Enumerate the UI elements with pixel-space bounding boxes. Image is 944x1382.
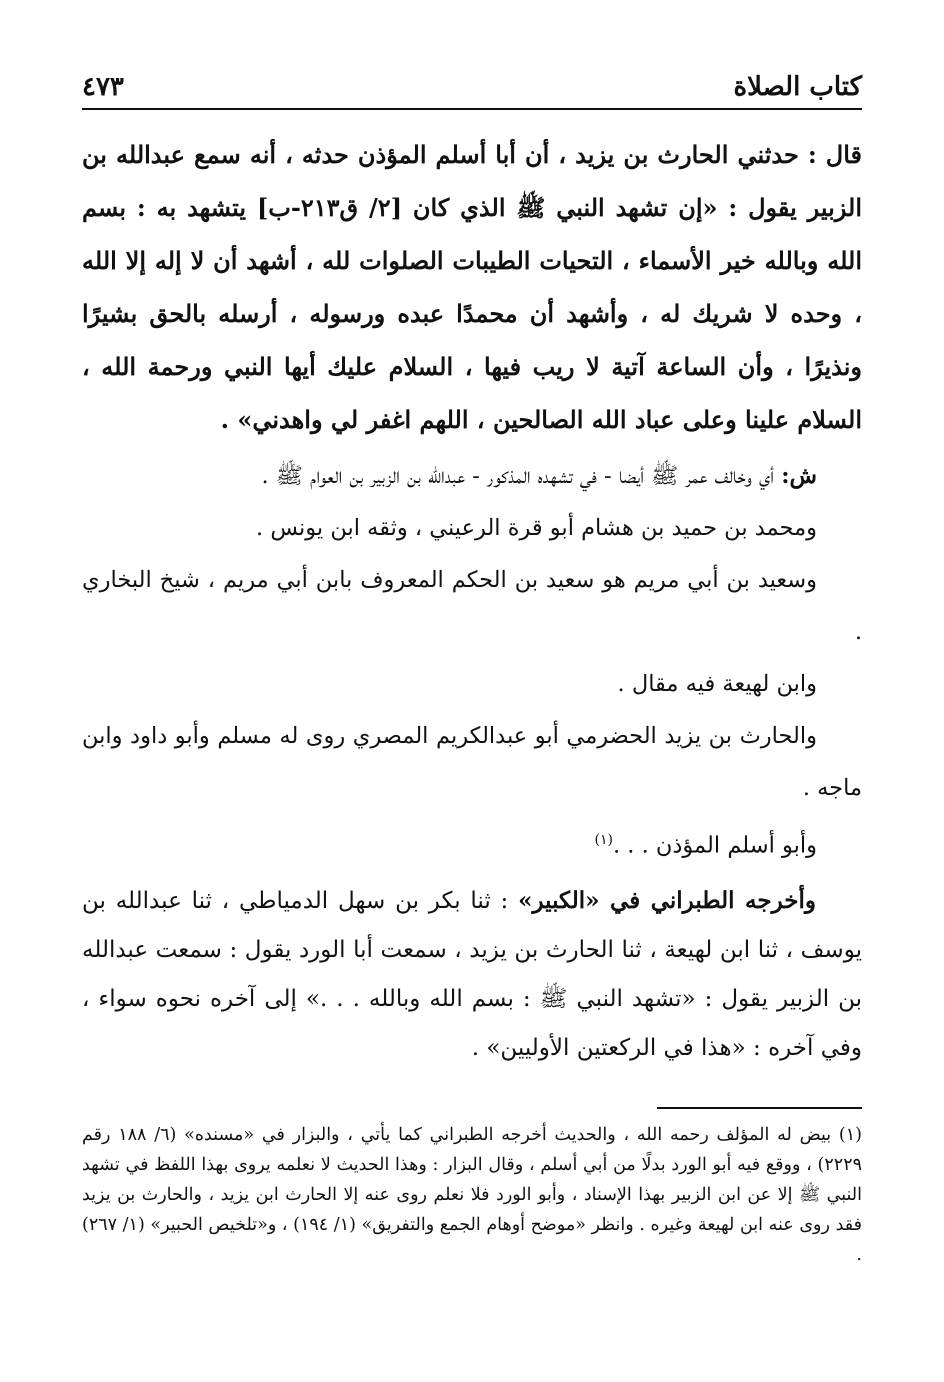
footnote-separator: [657, 1107, 862, 1109]
hadith-quote: [82, 128, 862, 446]
tabarani-lead: وأخرجه الطبراني في «الكبير»: [518, 886, 817, 914]
footnote-reference: (١): [594, 832, 613, 848]
commentary-paragraph: [82, 450, 862, 502]
footnote: [82, 1120, 862, 1270]
page-header: [82, 58, 862, 110]
commentary-text: أي وخالف عمر ﷺ أيضا - في تشهده المذكور - عبدالله بن الزبير بن العوام ﷺ .: [261, 463, 782, 489]
commentary-lead: ش:: [781, 463, 817, 489]
book-title: كتاب الصلاة: [733, 72, 862, 102]
book-page: [82, 0, 862, 1382]
footnote-text: (١) بيض له المؤلف رحمه الله ، والحديث أخرجه الطبراني كما يأتي ، والبزار في «مسنده» (٦/ ١٨٨ رقم ٢٢٢٩) ، ووقع فيه أبو الورد بدلًا من أبي أسلم ، وقال البزار : وهذا الحديث لا نعلمه يروى بهذا اللفظ في تشهد النبي ﷺ إلا عن ابن الزبير بهذا الإسناد ، وأبو الورد فلا نعلم روى عنه إلا الحارث ابن يزيد ، والحارث بن يزيد فقد روى عنه ابن لهيعة وغيره . وانظر «موضح أوهام الجمع والتفريق» (١/ ١٩٤) ، و«تلخيص الحبير» (١/ ٢٦٧) .: [82, 1125, 862, 1265]
hadith-text: قال : حدثني الحارث بن يزيد ، أن أبا أسلم المؤذن حدثه ، أنه سمع عبدالله بن الزبير يقول : «إن تشهد النبي ﷺ الذي كان [٢/ ق٢١٣-ب] يتشهد به : بسم الله وبالله خير الأسماء ، التحيات الطيبات الصلوات لله ، أشهد أن لا إله إلا الله ، وحده لا شريك له ، وأشهد أن محمدًا عبده ورسوله ، أرسله بالحق بشيرًا ونذيرًا ، وأن الساعة آتية لا ريب فيها ، السلام عليك أيها النبي ورحمة الله ، السلام علينا وعلى عباد الله الصالحين ، اللهم اغفر لي واهدني» .: [82, 140, 863, 434]
narrator-note: ومحمد بن حميد بن هشام أبو قرة الرعيني ، وثقه ابن يونس .: [256, 515, 817, 541]
narrator-note: وابن لهيعة فيه مقال .: [617, 671, 817, 697]
commentary-section: [82, 450, 862, 872]
tabarani-section: [82, 876, 862, 1073]
narrator-note: [82, 814, 862, 872]
narrator-note: وسعيد بن أبي مريم هو سعيد بن الحكم المعروف بابن أبي مريم ، شيخ البخاري .: [82, 567, 862, 645]
narrator-note: والحارث بن يزيد الحضرمي أبو عبدالكريم المصري روى له مسلم وأبو داود وابن ماجه .: [82, 723, 862, 801]
page-number: ٤٧٣: [82, 72, 124, 102]
tabarani-text: : ثنا بكر بن سهل الدمياطي ، ثنا عبدالله بن يوسف ، ثنا ابن لهيعة ، ثنا الحارث بن يزيد ، سمعت أبا الورد يقول : سمعت عبدالله بن الزبير يقول : «تشهد النبي ﷺ : بسم الله وبالله . . .» إلى آخره نحوه سواء ، وفي آخره : «هذا في الركعتين الأوليين» .: [82, 887, 862, 1061]
tabarani-paragraph: [82, 876, 862, 1073]
page-body: [82, 128, 862, 1073]
abu-aslam-text: وأبو أسلم المؤذن . . .: [612, 832, 817, 859]
